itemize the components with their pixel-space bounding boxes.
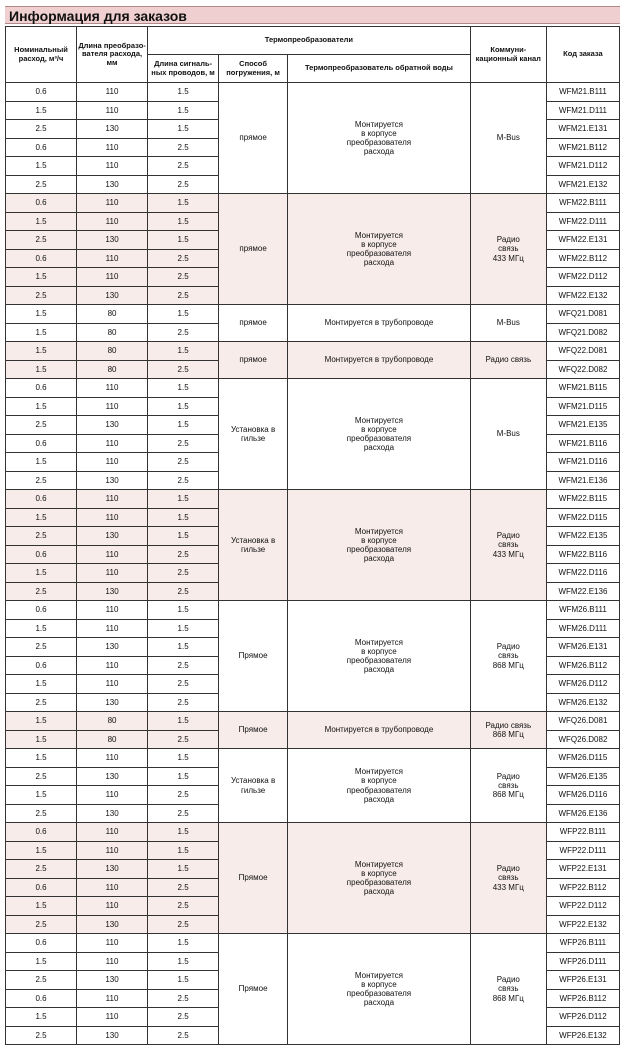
flow-cell: 1.5: [6, 712, 77, 731]
wire-length-cell: 1.5: [148, 767, 219, 786]
order-group: [6, 934, 620, 1045]
flow-cell: 0.6: [6, 989, 77, 1008]
order-code-cell: WFP26.D111: [546, 952, 619, 971]
order-group: [6, 305, 620, 342]
immersion-cell: Прямое: [219, 601, 288, 712]
flow-cell: 1.5: [6, 397, 77, 416]
length-cell: 110: [77, 841, 148, 860]
wire-length-cell: 2.5: [148, 675, 219, 694]
length-cell: 130: [77, 638, 148, 657]
order-code-cell: WFM21.B112: [546, 138, 619, 157]
order-code-cell: WFM26.E136: [546, 804, 619, 823]
order-group: [6, 342, 620, 379]
order-code-cell: WFM22.D115: [546, 508, 619, 527]
flow-cell: 1.5: [6, 730, 77, 749]
flow-cell: 2.5: [6, 120, 77, 139]
length-cell: 110: [77, 823, 148, 842]
return-sensor-cell: Монтируется в трубопроводе: [288, 305, 471, 342]
order-group: [6, 749, 620, 823]
immersion-cell: Прямое: [219, 712, 288, 749]
order-code-cell: WFM26.D115: [546, 749, 619, 768]
flow-cell: 1.5: [6, 508, 77, 527]
length-cell: 110: [77, 434, 148, 453]
order-code-cell: WFQ22.D082: [546, 360, 619, 379]
flow-cell: 2.5: [6, 175, 77, 194]
length-cell: 130: [77, 416, 148, 435]
order-code-cell: WFM21.D115: [546, 397, 619, 416]
length-cell: 130: [77, 804, 148, 823]
wire-length-cell: 1.5: [148, 601, 219, 620]
order-group: [6, 601, 620, 712]
order-code-cell: WFM22.B116: [546, 545, 619, 564]
length-cell: 110: [77, 212, 148, 231]
flow-cell: 1.5: [6, 841, 77, 860]
wire-length-cell: 2.5: [148, 564, 219, 583]
wire-length-cell: 2.5: [148, 989, 219, 1008]
flow-cell: 0.6: [6, 490, 77, 509]
table-row: [6, 194, 620, 213]
wire-length-cell: 2.5: [148, 286, 219, 305]
order-code-cell: WFP22.D112: [546, 897, 619, 916]
length-cell: 110: [77, 490, 148, 509]
flow-cell: 1.5: [6, 675, 77, 694]
order-code-cell: WFM21.E136: [546, 471, 619, 490]
flow-cell: 2.5: [6, 471, 77, 490]
wire-length-cell: 2.5: [148, 360, 219, 379]
header-length: Длина преобразо-вателя расхода, мм: [77, 27, 148, 83]
length-cell: 110: [77, 897, 148, 916]
header-code: Код заказа: [546, 27, 619, 83]
order-code-cell: WFP26.B112: [546, 989, 619, 1008]
length-cell: 110: [77, 249, 148, 268]
flow-cell: 0.6: [6, 138, 77, 157]
wire-length-cell: 1.5: [148, 934, 219, 953]
header-channel: Коммуни-кационный канал: [470, 27, 546, 83]
order-code-cell: WFP26.B111: [546, 934, 619, 953]
order-code-cell: WFM22.D116: [546, 564, 619, 583]
flow-cell: 1.5: [6, 619, 77, 638]
wire-length-cell: 2.5: [148, 897, 219, 916]
order-code-cell: WFM26.E135: [546, 767, 619, 786]
length-cell: 110: [77, 619, 148, 638]
length-cell: 130: [77, 860, 148, 879]
wire-length-cell: 1.5: [148, 527, 219, 546]
immersion-cell: прямое: [219, 83, 288, 194]
flow-cell: 0.6: [6, 434, 77, 453]
order-code-cell: WFM21.E131: [546, 120, 619, 139]
flow-cell: 2.5: [6, 915, 77, 934]
flow-cell: 2.5: [6, 971, 77, 990]
order-group: [6, 83, 620, 194]
flow-cell: 1.5: [6, 305, 77, 324]
wire-length-cell: 1.5: [148, 194, 219, 213]
wire-length-cell: 2.5: [148, 434, 219, 453]
flow-cell: 0.6: [6, 823, 77, 842]
table-row: [6, 305, 620, 324]
order-code-cell: WFP26.D112: [546, 1008, 619, 1027]
wire-length-cell: 1.5: [148, 712, 219, 731]
length-cell: 130: [77, 767, 148, 786]
table-row: [6, 342, 620, 361]
flow-cell: 2.5: [6, 231, 77, 250]
wire-length-cell: 2.5: [148, 656, 219, 675]
order-code-cell: WFM22.E136: [546, 582, 619, 601]
wire-length-cell: 2.5: [148, 786, 219, 805]
order-code-cell: WFM21.B116: [546, 434, 619, 453]
order-group: [6, 379, 620, 490]
wire-length-cell: 1.5: [148, 971, 219, 990]
length-cell: 110: [77, 952, 148, 971]
header-wire: Длина сигналь-ных проводов, м: [148, 55, 219, 83]
flow-cell: 2.5: [6, 286, 77, 305]
wire-length-cell: 2.5: [148, 878, 219, 897]
length-cell: 80: [77, 360, 148, 379]
wire-length-cell: 1.5: [148, 379, 219, 398]
flow-cell: 0.6: [6, 601, 77, 620]
flow-cell: 2.5: [6, 804, 77, 823]
wire-length-cell: 2.5: [148, 471, 219, 490]
flow-cell: 1.5: [6, 360, 77, 379]
wire-length-cell: 2.5: [148, 1008, 219, 1027]
flow-cell: 1.5: [6, 564, 77, 583]
table-row: [6, 601, 620, 620]
length-cell: 110: [77, 194, 148, 213]
wire-length-cell: 2.5: [148, 157, 219, 176]
table-row: [6, 712, 620, 731]
length-cell: 130: [77, 175, 148, 194]
length-cell: 130: [77, 471, 148, 490]
immersion-cell: Прямое: [219, 934, 288, 1045]
table-row: [6, 83, 620, 102]
flow-cell: 1.5: [6, 952, 77, 971]
length-cell: 110: [77, 878, 148, 897]
wire-length-cell: 1.5: [148, 212, 219, 231]
table-row: [6, 749, 620, 768]
order-code-cell: WFQ21.D082: [546, 323, 619, 342]
flow-cell: 1.5: [6, 453, 77, 472]
table-row: [6, 823, 620, 842]
wire-length-cell: 2.5: [148, 804, 219, 823]
flow-cell: 2.5: [6, 638, 77, 657]
length-cell: 110: [77, 934, 148, 953]
order-code-cell: WFQ26.D081: [546, 712, 619, 731]
order-code-cell: WFP22.B111: [546, 823, 619, 842]
length-cell: 110: [77, 268, 148, 287]
length-cell: 80: [77, 305, 148, 324]
length-cell: 110: [77, 601, 148, 620]
channel-cell: M-Bus: [470, 83, 546, 194]
immersion-cell: Установка в гильзе: [219, 379, 288, 490]
table-row: [6, 934, 620, 953]
wire-length-cell: 1.5: [148, 120, 219, 139]
order-code-cell: WFQ22.D081: [546, 342, 619, 361]
order-group: [6, 194, 620, 305]
wire-length-cell: 1.5: [148, 508, 219, 527]
order-code-cell: WFM22.D112: [546, 268, 619, 287]
length-cell: 130: [77, 971, 148, 990]
channel-cell: Радио связь 433 МГц: [470, 194, 546, 305]
length-cell: 110: [77, 989, 148, 1008]
return-sensor-cell: Монтируется в корпусе преобразователя расхода: [288, 749, 471, 823]
length-cell: 110: [77, 157, 148, 176]
order-code-cell: WFM26.D116: [546, 786, 619, 805]
flow-cell: 2.5: [6, 693, 77, 712]
wire-length-cell: 1.5: [148, 841, 219, 860]
return-sensor-cell: Монтируется в трубопроводе: [288, 712, 471, 749]
table-row: [6, 379, 620, 398]
order-code-cell: WFM21.B111: [546, 83, 619, 102]
order-code-cell: WFM26.B112: [546, 656, 619, 675]
wire-length-cell: 1.5: [148, 952, 219, 971]
order-code-cell: WFM26.D112: [546, 675, 619, 694]
immersion-cell: прямое: [219, 305, 288, 342]
flow-cell: 2.5: [6, 860, 77, 879]
length-cell: 130: [77, 231, 148, 250]
flow-cell: 2.5: [6, 416, 77, 435]
order-code-cell: WFM22.D111: [546, 212, 619, 231]
order-group: [6, 712, 620, 749]
length-cell: 110: [77, 749, 148, 768]
wire-length-cell: 1.5: [148, 305, 219, 324]
wire-length-cell: 2.5: [148, 249, 219, 268]
return-sensor-cell: Монтируется в корпусе преобразователя расхода: [288, 379, 471, 490]
flow-cell: 0.6: [6, 934, 77, 953]
wire-length-cell: 1.5: [148, 416, 219, 435]
flow-cell: 1.5: [6, 101, 77, 120]
order-group: [6, 823, 620, 934]
wire-length-cell: 2.5: [148, 138, 219, 157]
order-table: [5, 26, 620, 1045]
flow-cell: 2.5: [6, 767, 77, 786]
immersion-cell: прямое: [219, 194, 288, 305]
table-header: [6, 27, 620, 83]
order-code-cell: WFM26.D111: [546, 619, 619, 638]
flow-cell: 0.6: [6, 545, 77, 564]
wire-length-cell: 1.5: [148, 101, 219, 120]
order-code-cell: WFP22.B112: [546, 878, 619, 897]
channel-cell: Радио связь 868 МГц: [470, 749, 546, 823]
length-cell: 110: [77, 397, 148, 416]
return-sensor-cell: Монтируется в корпусе преобразователя расхода: [288, 490, 471, 601]
wire-length-cell: 2.5: [148, 268, 219, 287]
wire-length-cell: 1.5: [148, 749, 219, 768]
immersion-cell: Установка в гильзе: [219, 749, 288, 823]
flow-cell: 2.5: [6, 582, 77, 601]
flow-cell: 0.6: [6, 249, 77, 268]
channel-cell: Радио связь 433 МГц: [470, 490, 546, 601]
flow-cell: 1.5: [6, 342, 77, 361]
length-cell: 130: [77, 693, 148, 712]
flow-cell: 1.5: [6, 323, 77, 342]
section-title: Информация для заказов: [5, 6, 620, 24]
length-cell: 110: [77, 379, 148, 398]
wire-length-cell: 1.5: [148, 619, 219, 638]
order-code-cell: WFM21.E132: [546, 175, 619, 194]
order-code-cell: WFM21.D116: [546, 453, 619, 472]
channel-cell: M-Bus: [470, 305, 546, 342]
length-cell: 130: [77, 527, 148, 546]
wire-length-cell: 1.5: [148, 860, 219, 879]
order-code-cell: WFP22.E131: [546, 860, 619, 879]
table-row: [6, 490, 620, 509]
header-immersion: Способ погружения, м: [219, 55, 288, 83]
flow-cell: 2.5: [6, 1026, 77, 1045]
length-cell: 110: [77, 1008, 148, 1027]
flow-cell: 1.5: [6, 786, 77, 805]
order-group: [6, 490, 620, 601]
order-code-cell: WFP22.E132: [546, 915, 619, 934]
length-cell: 80: [77, 323, 148, 342]
flow-cell: 0.6: [6, 878, 77, 897]
order-code-cell: WFM21.D111: [546, 101, 619, 120]
order-code-cell: WFP26.E131: [546, 971, 619, 990]
header-thermo-group: Термопреобразователи: [148, 27, 471, 55]
channel-cell: Радио связь: [470, 342, 546, 379]
order-code-cell: WFM22.E131: [546, 231, 619, 250]
order-code-cell: WFM22.E135: [546, 527, 619, 546]
order-code-cell: WFM22.B115: [546, 490, 619, 509]
length-cell: 130: [77, 286, 148, 305]
return-sensor-cell: Монтируется в корпусе преобразователя расхода: [288, 194, 471, 305]
wire-length-cell: 1.5: [148, 823, 219, 842]
length-cell: 80: [77, 712, 148, 731]
wire-length-cell: 1.5: [148, 490, 219, 509]
wire-length-cell: 2.5: [148, 730, 219, 749]
order-code-cell: WFM21.D112: [546, 157, 619, 176]
order-code-cell: WFM26.E132: [546, 693, 619, 712]
wire-length-cell: 1.5: [148, 397, 219, 416]
order-code-cell: WFP22.D111: [546, 841, 619, 860]
flow-cell: 1.5: [6, 157, 77, 176]
flow-cell: 0.6: [6, 656, 77, 675]
return-sensor-cell: Монтируется в корпусе преобразователя расхода: [288, 823, 471, 934]
channel-cell: Радио связь 868 МГц: [470, 934, 546, 1045]
wire-length-cell: 2.5: [148, 545, 219, 564]
header-flow: Номинальный расход, м³/ч: [6, 27, 77, 83]
flow-cell: 1.5: [6, 1008, 77, 1027]
order-code-cell: WFM22.B112: [546, 249, 619, 268]
wire-length-cell: 2.5: [148, 915, 219, 934]
wire-length-cell: 2.5: [148, 453, 219, 472]
flow-cell: 0.6: [6, 194, 77, 213]
immersion-cell: прямое: [219, 342, 288, 379]
length-cell: 110: [77, 508, 148, 527]
immersion-cell: Установка в гильзе: [219, 490, 288, 601]
wire-length-cell: 2.5: [148, 693, 219, 712]
length-cell: 110: [77, 564, 148, 583]
order-code-cell: WFM21.E135: [546, 416, 619, 435]
return-sensor-cell: Монтируется в трубопроводе: [288, 342, 471, 379]
wire-length-cell: 2.5: [148, 175, 219, 194]
length-cell: 110: [77, 138, 148, 157]
order-code-cell: WFQ26.D082: [546, 730, 619, 749]
header-return: Термопреобразователь обратной воды: [288, 55, 471, 83]
length-cell: 110: [77, 101, 148, 120]
immersion-cell: Прямое: [219, 823, 288, 934]
wire-length-cell: 2.5: [148, 323, 219, 342]
length-cell: 130: [77, 915, 148, 934]
length-cell: 110: [77, 545, 148, 564]
flow-cell: 2.5: [6, 527, 77, 546]
wire-length-cell: 1.5: [148, 231, 219, 250]
order-code-cell: WFM26.E131: [546, 638, 619, 657]
flow-cell: 0.6: [6, 83, 77, 102]
wire-length-cell: 1.5: [148, 638, 219, 657]
order-code-cell: WFM22.E132: [546, 286, 619, 305]
channel-cell: Радио связь 433 МГц: [470, 823, 546, 934]
flow-cell: 1.5: [6, 268, 77, 287]
length-cell: 110: [77, 453, 148, 472]
order-code-cell: WFM22.B111: [546, 194, 619, 213]
flow-cell: 1.5: [6, 749, 77, 768]
channel-cell: Радио связь 868 МГц: [470, 601, 546, 712]
length-cell: 110: [77, 83, 148, 102]
return-sensor-cell: Монтируется в корпусе преобразователя расхода: [288, 83, 471, 194]
wire-length-cell: 2.5: [148, 582, 219, 601]
length-cell: 80: [77, 730, 148, 749]
wire-length-cell: 1.5: [148, 342, 219, 361]
flow-cell: 1.5: [6, 212, 77, 231]
length-cell: 110: [77, 675, 148, 694]
order-code-cell: WFM21.B115: [546, 379, 619, 398]
order-code-cell: WFQ21.D081: [546, 305, 619, 324]
length-cell: 130: [77, 120, 148, 139]
length-cell: 110: [77, 786, 148, 805]
length-cell: 80: [77, 342, 148, 361]
return-sensor-cell: Монтируется в корпусе преобразователя расхода: [288, 601, 471, 712]
return-sensor-cell: Монтируется в корпусе преобразователя расхода: [288, 934, 471, 1045]
wire-length-cell: 1.5: [148, 83, 219, 102]
length-cell: 130: [77, 582, 148, 601]
channel-cell: M-Bus: [470, 379, 546, 490]
wire-length-cell: 2.5: [148, 1026, 219, 1045]
flow-cell: 1.5: [6, 897, 77, 916]
length-cell: 130: [77, 1026, 148, 1045]
order-code-cell: WFM26.B111: [546, 601, 619, 620]
channel-cell: Радио связь 868 МГц: [470, 712, 546, 749]
order-code-cell: WFP26.E132: [546, 1026, 619, 1045]
flow-cell: 0.6: [6, 379, 77, 398]
length-cell: 110: [77, 656, 148, 675]
